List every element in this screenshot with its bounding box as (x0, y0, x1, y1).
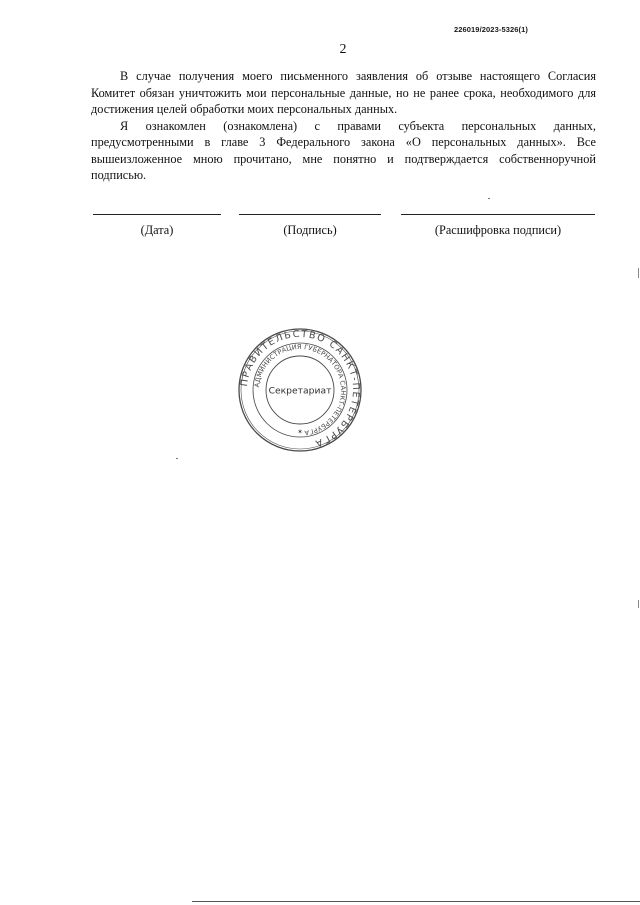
scan-speck (176, 458, 178, 459)
signature-decoding-label: (Расшифровка подписи) (434, 223, 562, 237)
scan-speck (488, 198, 490, 199)
acknowledgement-paragraph: Я ознакомлен (ознакомлена) с правами субъекта персональных данных, предусмотренными в главе 3 Федерального закона «О персональных данных». Все вышеизложенное мною прочитано, мне понятно и подтверждается собственноручной подписью. (91, 118, 596, 182)
stamp-inner-text: АДМИНИСТРАЦИЯ ГУБЕРНАТОРА САНКТ-ПЕТЕРБУРГА (253, 342, 348, 437)
signature-decoding-line (401, 214, 595, 215)
official-stamp (238, 328, 362, 452)
stamp-center-text: Секретариат (268, 385, 332, 397)
date-label: (Дата) (140, 223, 174, 237)
consent-body-text (91, 68, 596, 184)
scan-bottom-edge (192, 901, 640, 902)
page-number: 2 (339, 42, 347, 57)
withdrawal-paragraph: В случае получения моего письменного заявления об отзыве настоящего Согласия Комитет обязан уничтожить мои персональные данные, но не ранее срока, необходимого для достижения целей обработки моих персональных данных. (91, 69, 596, 116)
stamp-outer-text: ПРАВИТЕЛЬСТВО САНКТ-ПЕТЕРБУРГА (239, 328, 362, 449)
stamp-star-icon: ✶ (297, 428, 303, 436)
signature-line (239, 214, 381, 215)
document-registration-number: 226019/2023-5326(1) (453, 25, 528, 34)
stamp-graphic (238, 328, 362, 452)
date-line (93, 214, 221, 215)
scan-edge-mark (638, 600, 639, 608)
signature-label: (Подпись) (283, 223, 337, 237)
scan-edge-mark (638, 268, 639, 278)
